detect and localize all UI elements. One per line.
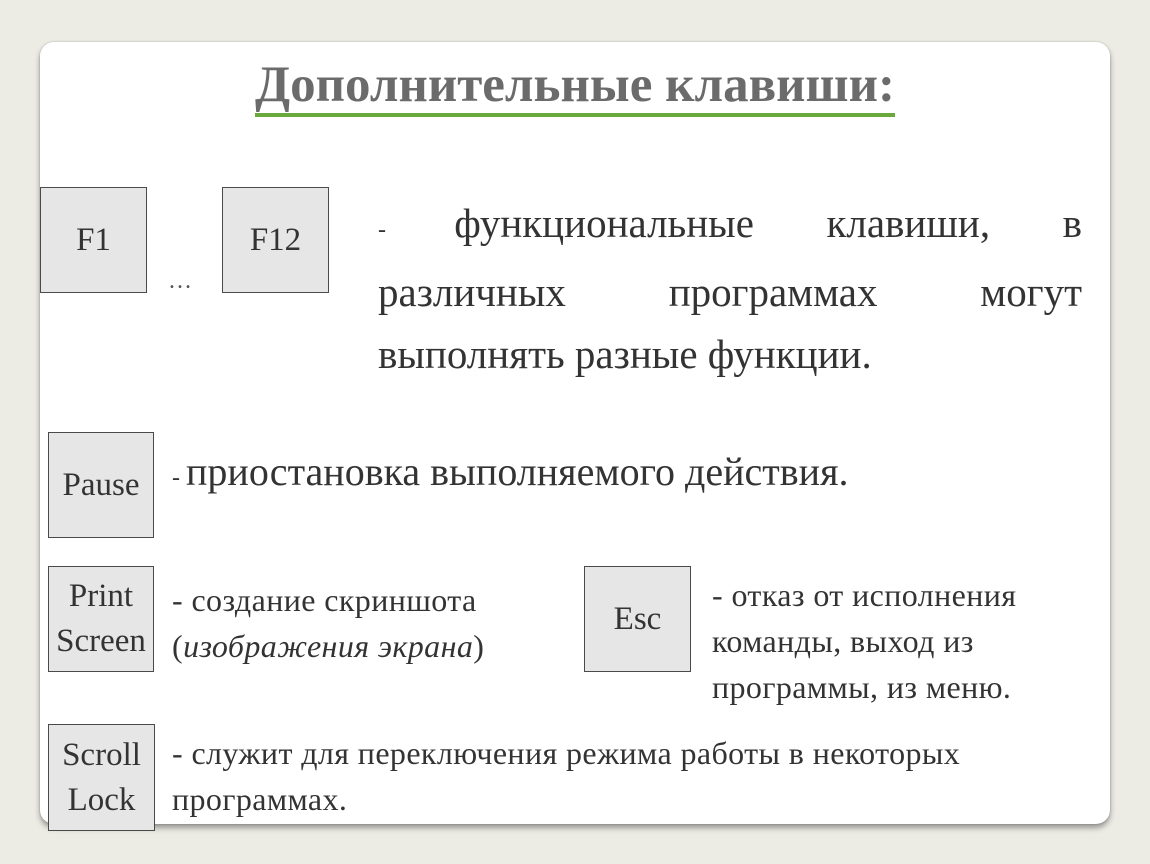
print-line-1: - создание скриншота bbox=[172, 582, 477, 618]
key-pause-label: Pause bbox=[62, 466, 140, 503]
pause-description bbox=[172, 448, 848, 495]
key-print-screen bbox=[48, 566, 154, 672]
key-esc-label: Esc bbox=[613, 600, 662, 637]
key-scroll-label: Scroll bbox=[62, 736, 141, 773]
paren-open: ( bbox=[172, 628, 184, 664]
function-keys-description bbox=[378, 192, 1082, 385]
key-esc bbox=[584, 566, 691, 672]
key-f12-label: F12 bbox=[249, 221, 302, 258]
print-italic-text: изображения экрана bbox=[183, 628, 474, 664]
key-f1 bbox=[40, 187, 147, 293]
ellipsis: … bbox=[168, 268, 192, 294]
key-f1-label: F1 bbox=[76, 221, 111, 258]
key-scroll-lock bbox=[48, 724, 155, 831]
print-line-2 bbox=[172, 623, 484, 669]
esc-line-1: - отказ от исполнения bbox=[712, 577, 1017, 613]
esc-description bbox=[712, 572, 1016, 710]
key-screen-label: Screen bbox=[56, 623, 146, 659]
paren-close: ) bbox=[473, 628, 485, 664]
key-lock-label: Lock bbox=[67, 781, 136, 818]
key-f12 bbox=[222, 187, 329, 293]
scroll-lock-description: - служит для переключения режима работы в некоторых программах. bbox=[172, 735, 961, 817]
key-pause bbox=[48, 432, 154, 538]
pause-text: приостановка выполняемого действия. bbox=[186, 449, 849, 494]
dash: - bbox=[172, 465, 186, 491]
key-print-label: Print bbox=[68, 578, 134, 614]
dash: - bbox=[378, 217, 455, 243]
title-text: Дополнительные клавиши: bbox=[255, 57, 895, 117]
print-screen-description bbox=[172, 577, 484, 669]
esc-line-3: программы, из меню. bbox=[712, 669, 1012, 705]
function-keys-text: функциональные клавиши, в различных программах могут выполнять разные функции. bbox=[378, 200, 1082, 377]
esc-line-2: команды, выход из bbox=[712, 623, 974, 659]
slide-title bbox=[0, 56, 1150, 114]
